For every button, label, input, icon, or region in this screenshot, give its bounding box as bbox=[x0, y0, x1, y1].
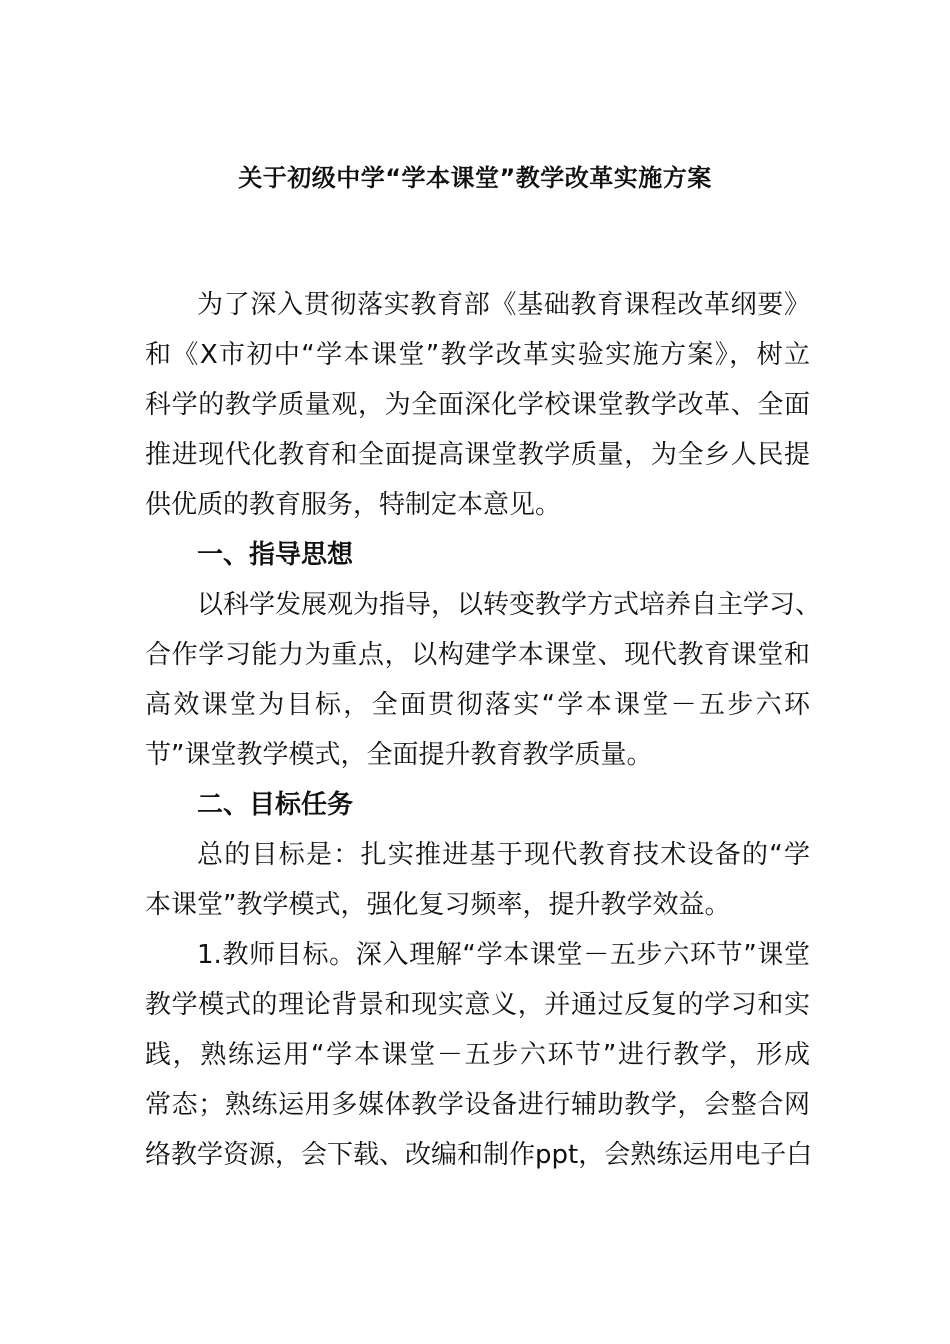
paragraph-line: 教学模式的理论背景和现实意义，并通过反复的学习和实 bbox=[145, 990, 810, 1020]
paragraph-line: 常态；熟练运用多媒体教学设备进行辅助教学，会整合网 bbox=[145, 1090, 810, 1120]
paragraph-line: 节”课堂教学模式，全面提升教育教学质量。 bbox=[145, 740, 653, 770]
paragraph-line: 高效课堂为目标，全面贯彻落实“学本课堂－五步六环 bbox=[145, 690, 810, 720]
document-body bbox=[145, 280, 822, 1180]
paragraph-line: 践，熟练运用“学本课堂－五步六环节”进行教学，形成 bbox=[145, 1040, 810, 1070]
paragraph-line: 科学的教学质量观，为全面深化学校课堂教学改革、全面 bbox=[145, 390, 810, 420]
paragraph-line: 以科学发展观为指导，以转变教学方式培养自主学习、 bbox=[197, 590, 822, 620]
section-heading-goals-tasks: 二、目标任务 bbox=[197, 790, 354, 820]
paragraph-line: 合作学习能力为重点，以构建学本课堂、现代教育课堂和 bbox=[145, 640, 810, 670]
paragraph-line: 本课堂”教学模式，强化复习频率，提升教学效益。 bbox=[145, 890, 731, 920]
paragraph-line: 为了深入贯彻落实教育部《基础教育课程改革纲要》 bbox=[197, 290, 810, 320]
paragraph-line: 络教学资源，会下载、改编和制作ppt，会熟练运用电子白 bbox=[145, 1140, 813, 1170]
paragraph-line: 推进现代化教育和全面提高课堂教学质量，为全乡人民提 bbox=[145, 440, 810, 470]
paragraph-line: 总的目标是：扎实推进基于现代教育技术设备的“学 bbox=[197, 840, 810, 870]
section-heading-guiding-ideology: 一、指导思想 bbox=[197, 540, 354, 570]
paragraph-line: 1.教师目标。深入理解“学本课堂－五步六环节”课堂 bbox=[197, 940, 810, 970]
paragraph-line: 和《X市初中“学本课堂”教学改革实验实施方案》，树立 bbox=[145, 340, 810, 370]
paragraph-line: 供优质的教育服务，特制定本意见。 bbox=[145, 490, 562, 520]
document-title: 关于初级中学“学本课堂”教学改革实施方案 bbox=[238, 164, 712, 192]
